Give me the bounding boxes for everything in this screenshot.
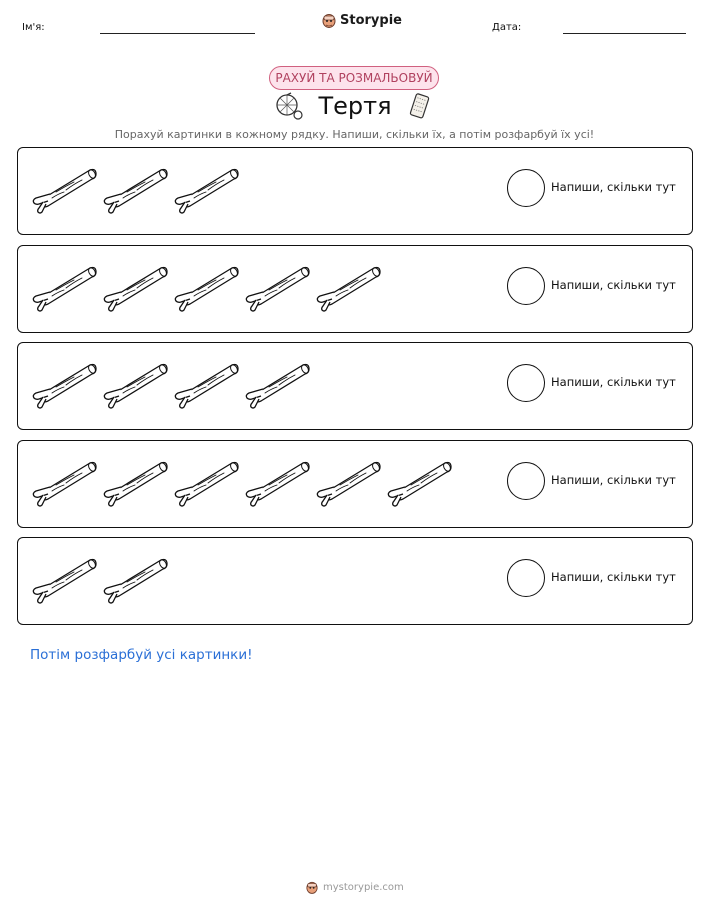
- stick-icon: [243, 357, 311, 409]
- answer-circle[interactable]: [507, 364, 545, 402]
- stick-icon: [101, 162, 169, 214]
- stick-icon: [101, 357, 169, 409]
- stick-icon: [243, 260, 311, 312]
- write-count-label: Напиши, скільки тут: [551, 278, 676, 292]
- counting-row: [17, 537, 693, 625]
- date-line[interactable]: [563, 33, 686, 34]
- brand-name: Storypie: [340, 12, 402, 28]
- write-count-label: Напиши, скільки тут: [551, 570, 676, 584]
- stick-icon: [314, 260, 382, 312]
- stick-icon: [30, 357, 98, 409]
- answer-circle[interactable]: [507, 169, 545, 207]
- activity-badge: РАХУЙ ТА РОЗМАЛЬОВУЙ: [269, 66, 439, 90]
- counting-row: [17, 342, 693, 430]
- stick-icon: [30, 162, 98, 214]
- stick-icon: [172, 260, 240, 312]
- color-instruction: Потім розфарбуй усі картинки!: [30, 647, 253, 663]
- answer-circle[interactable]: [507, 462, 545, 500]
- date-label: Дата:: [492, 22, 522, 33]
- stick-icon: [30, 260, 98, 312]
- storypie-mascot-icon: [322, 12, 336, 28]
- footer-site: [306, 880, 404, 894]
- stick-icon: [172, 455, 240, 507]
- write-count-label: Напиши, скільки тут: [551, 473, 676, 487]
- sandpaper-icon: [408, 92, 432, 120]
- stick-icon: [314, 455, 382, 507]
- name-label: Ім'я:: [22, 22, 45, 33]
- counting-row: [17, 245, 693, 333]
- brand-logo: [322, 12, 402, 28]
- write-count-label: Напиши, скільки тут: [551, 180, 676, 194]
- name-line[interactable]: [100, 33, 255, 34]
- stick-icon: [30, 455, 98, 507]
- stick-icon: [385, 455, 453, 507]
- counting-row: [17, 147, 693, 235]
- write-count-label: Напиши, скільки тут: [551, 375, 676, 389]
- stick-icon: [101, 455, 169, 507]
- answer-circle[interactable]: [507, 559, 545, 597]
- stick-icon: [172, 357, 240, 409]
- stick-icon: [101, 552, 169, 604]
- stick-icon: [101, 260, 169, 312]
- counting-row: [17, 440, 693, 528]
- stick-icon: [172, 162, 240, 214]
- site-url: mystorypie.com: [323, 881, 404, 893]
- answer-circle[interactable]: [507, 267, 545, 305]
- stick-icon: [243, 455, 311, 507]
- instructions: Порахуй картинки в кожному рядку. Напиши, скільки їх, а потім розфарбуй їх усі!: [114, 128, 595, 141]
- stick-icon: [30, 552, 98, 604]
- storypie-mascot-icon: [306, 880, 318, 894]
- worksheet-title: Тертя: [318, 92, 392, 120]
